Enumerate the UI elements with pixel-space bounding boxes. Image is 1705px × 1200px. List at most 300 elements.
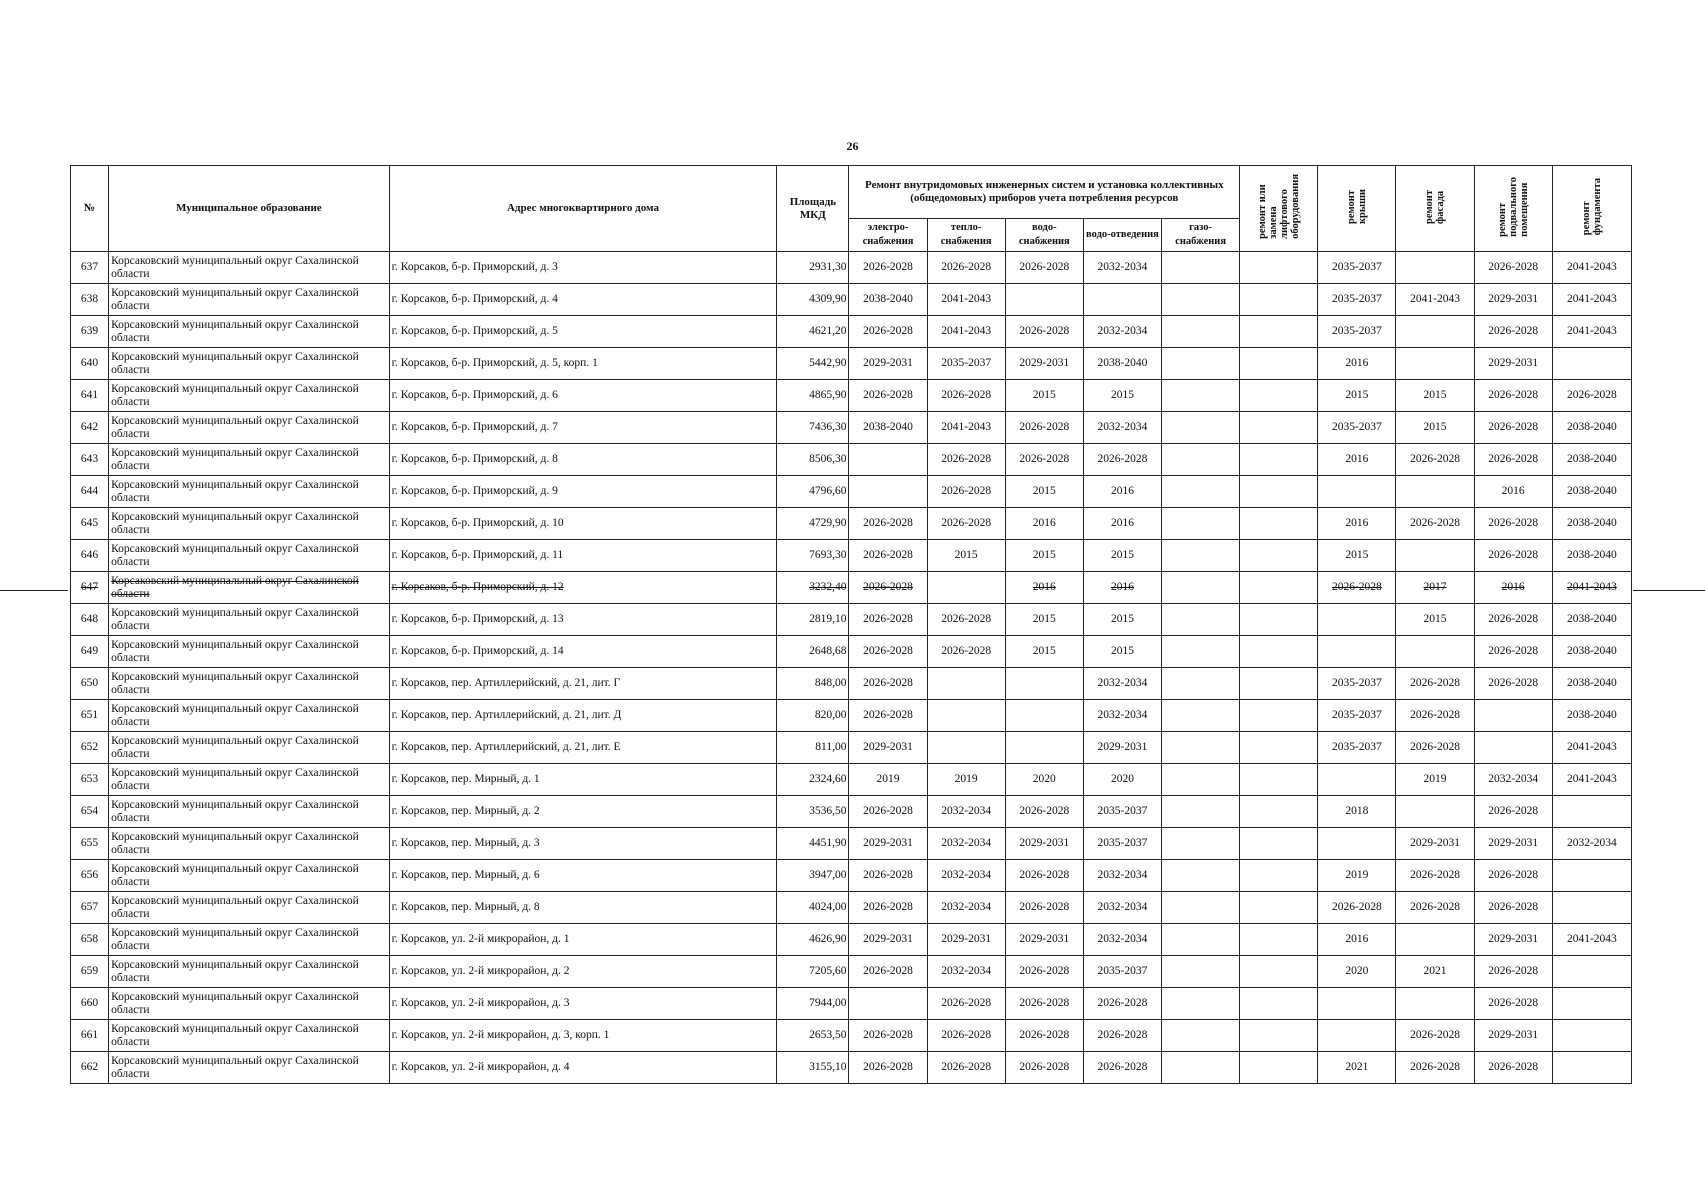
row-gas	[1162, 284, 1240, 316]
row-municipality: Корсаковский муниципальный округ Сахалинской области	[109, 316, 390, 348]
row-water-supply	[1005, 732, 1083, 764]
row-area: 4024,00	[777, 892, 849, 924]
row-facade	[1396, 316, 1474, 348]
row-drainage: 2016	[1083, 572, 1161, 604]
row-area: 4796,60	[777, 476, 849, 508]
row-roof: 2016	[1318, 924, 1396, 956]
row-gas	[1162, 348, 1240, 380]
row-facade	[1396, 252, 1474, 284]
row-gas	[1162, 732, 1240, 764]
row-foundation: 2038-2040	[1552, 508, 1631, 540]
row-roof	[1318, 828, 1396, 860]
row-foundation	[1552, 348, 1631, 380]
row-facade: 2015	[1396, 604, 1474, 636]
table-row	[71, 988, 1632, 1020]
header-gas: газо-снабжения	[1162, 219, 1240, 252]
row-basement: 2026-2028	[1474, 892, 1552, 924]
row-number: 647	[71, 572, 109, 604]
row-facade	[1396, 924, 1474, 956]
row-basement: 2026-2028	[1474, 988, 1552, 1020]
row-gas	[1162, 956, 1240, 988]
row-municipality: Корсаковский муниципальный округ Сахалинской области	[109, 828, 390, 860]
row-roof: 2035-2037	[1318, 252, 1396, 284]
row-number: 644	[71, 476, 109, 508]
table-row	[71, 348, 1632, 380]
row-area: 2653,50	[777, 1020, 849, 1052]
row-area: 7944,00	[777, 988, 849, 1020]
row-lift	[1240, 540, 1318, 572]
row-heating: 2041-2043	[927, 284, 1005, 316]
row-lift	[1240, 860, 1318, 892]
row-municipality: Корсаковский муниципальный округ Сахалинской области	[109, 348, 390, 380]
row-basement: 2026-2028	[1474, 1052, 1552, 1084]
row-basement: 2026-2028	[1474, 796, 1552, 828]
row-gas	[1162, 1052, 1240, 1084]
row-electricity: 2026-2028	[849, 796, 927, 828]
row-area: 2931,30	[777, 252, 849, 284]
row-gas	[1162, 1020, 1240, 1052]
row-heating: 2032-2034	[927, 828, 1005, 860]
table-row	[71, 540, 1632, 572]
row-municipality: Корсаковский муниципальный округ Сахалинской области	[109, 444, 390, 476]
row-basement: 2016	[1474, 572, 1552, 604]
row-electricity: 2019	[849, 764, 927, 796]
row-electricity: 2026-2028	[849, 860, 927, 892]
row-area: 3536,50	[777, 796, 849, 828]
row-address: г. Корсаков, б-р. Приморский, д. 7	[389, 412, 777, 444]
table-row	[71, 1052, 1632, 1084]
row-lift	[1240, 668, 1318, 700]
row-municipality: Корсаковский муниципальный округ Сахалинской области	[109, 956, 390, 988]
row-number: 649	[71, 636, 109, 668]
row-foundation	[1552, 1020, 1631, 1052]
row-facade	[1396, 636, 1474, 668]
row-municipality: Корсаковский муниципальный округ Сахалинской области	[109, 860, 390, 892]
row-lift	[1240, 924, 1318, 956]
row-area: 2324,60	[777, 764, 849, 796]
row-foundation: 2041-2043	[1552, 284, 1631, 316]
row-basement: 2026-2028	[1474, 252, 1552, 284]
header-water-supply: водо-снабжения	[1005, 219, 1083, 252]
row-address: г. Корсаков, б-р. Приморский, д. 5, корп. 1	[389, 348, 777, 380]
row-basement: 2029-2031	[1474, 284, 1552, 316]
row-area: 2819,10	[777, 604, 849, 636]
row-heating	[927, 668, 1005, 700]
row-drainage: 2032-2034	[1083, 860, 1161, 892]
row-facade: 2041-2043	[1396, 284, 1474, 316]
table-row	[71, 252, 1632, 284]
row-gas	[1162, 380, 1240, 412]
row-number: 661	[71, 1020, 109, 1052]
row-basement: 2026-2028	[1474, 444, 1552, 476]
row-area: 4309,90	[777, 284, 849, 316]
header-heating: тепло-снабжения	[927, 219, 1005, 252]
row-roof: 2035-2037	[1318, 316, 1396, 348]
row-facade	[1396, 540, 1474, 572]
row-gas	[1162, 412, 1240, 444]
row-gas	[1162, 700, 1240, 732]
row-electricity: 2026-2028	[849, 540, 927, 572]
table-row	[71, 828, 1632, 860]
row-foundation: 2041-2043	[1552, 572, 1631, 604]
row-number: 640	[71, 348, 109, 380]
row-gas	[1162, 828, 1240, 860]
row-foundation: 2038-2040	[1552, 444, 1631, 476]
row-area: 3155,10	[777, 1052, 849, 1084]
row-gas	[1162, 668, 1240, 700]
row-area: 811,00	[777, 732, 849, 764]
row-facade: 2026-2028	[1396, 860, 1474, 892]
row-roof: 2035-2037	[1318, 700, 1396, 732]
row-facade: 2026-2028	[1396, 700, 1474, 732]
row-drainage: 2015	[1083, 540, 1161, 572]
table-row	[71, 892, 1632, 924]
row-roof	[1318, 636, 1396, 668]
row-electricity: 2038-2040	[849, 284, 927, 316]
row-heating: 2026-2028	[927, 604, 1005, 636]
row-lift	[1240, 572, 1318, 604]
row-drainage	[1083, 284, 1161, 316]
row-area: 7436,30	[777, 412, 849, 444]
row-electricity	[849, 988, 927, 1020]
row-electricity: 2026-2028	[849, 252, 927, 284]
table-row	[71, 956, 1632, 988]
row-foundation: 2032-2034	[1552, 828, 1631, 860]
row-heating: 2041-2043	[927, 412, 1005, 444]
row-drainage: 2029-2031	[1083, 732, 1161, 764]
row-lift	[1240, 796, 1318, 828]
row-drainage: 2026-2028	[1083, 988, 1161, 1020]
row-drainage: 2038-2040	[1083, 348, 1161, 380]
row-municipality: Корсаковский муниципальный округ Сахалинской области	[109, 604, 390, 636]
row-gas	[1162, 860, 1240, 892]
row-water-supply: 2026-2028	[1005, 412, 1083, 444]
row-heating: 2015	[927, 540, 1005, 572]
table-row	[71, 604, 1632, 636]
row-lift	[1240, 1020, 1318, 1052]
row-address: г. Корсаков, пер. Мирный, д. 3	[389, 828, 777, 860]
row-roof: 2035-2037	[1318, 284, 1396, 316]
row-gas	[1162, 604, 1240, 636]
row-area: 4865,90	[777, 380, 849, 412]
row-drainage: 2032-2034	[1083, 892, 1161, 924]
row-electricity: 2026-2028	[849, 636, 927, 668]
row-drainage: 2026-2028	[1083, 1052, 1161, 1084]
row-drainage: 2015	[1083, 604, 1161, 636]
table-row	[71, 764, 1632, 796]
row-municipality: Корсаковский муниципальный округ Сахалинской области	[109, 700, 390, 732]
row-basement: 2026-2028	[1474, 668, 1552, 700]
row-heating: 2035-2037	[927, 348, 1005, 380]
table-row	[71, 668, 1632, 700]
row-electricity: 2029-2031	[849, 732, 927, 764]
row-facade: 2017	[1396, 572, 1474, 604]
row-facade	[1396, 476, 1474, 508]
header-electricity: электро-снабжения	[849, 219, 927, 252]
header-number: №	[71, 166, 109, 252]
row-address: г. Корсаков, б-р. Приморский, д. 11	[389, 540, 777, 572]
row-municipality: Корсаковский муниципальный округ Сахалинской области	[109, 988, 390, 1020]
row-municipality: Корсаковский муниципальный округ Сахалинской области	[109, 572, 390, 604]
row-area: 7693,30	[777, 540, 849, 572]
row-number: 645	[71, 508, 109, 540]
row-area: 7205,60	[777, 956, 849, 988]
header-basement: ремонт подвального помещения	[1474, 166, 1552, 252]
row-municipality: Корсаковский муниципальный округ Сахалинской области	[109, 412, 390, 444]
page-number: 26	[846, 139, 859, 153]
row-heating: 2019	[927, 764, 1005, 796]
row-facade	[1396, 796, 1474, 828]
row-gas	[1162, 444, 1240, 476]
row-drainage: 2016	[1083, 508, 1161, 540]
row-roof: 2015	[1318, 540, 1396, 572]
row-electricity: 2026-2028	[849, 668, 927, 700]
row-area: 4451,90	[777, 828, 849, 860]
row-gas	[1162, 764, 1240, 796]
row-roof: 2015	[1318, 380, 1396, 412]
row-address: г. Корсаков, пер. Мирный, д. 6	[389, 860, 777, 892]
row-drainage: 2032-2034	[1083, 924, 1161, 956]
table-row	[71, 508, 1632, 540]
row-electricity: 2029-2031	[849, 828, 927, 860]
row-number: 652	[71, 732, 109, 764]
row-address: г. Корсаков, б-р. Приморский, д. 12	[389, 572, 777, 604]
row-lift	[1240, 284, 1318, 316]
row-heating: 2032-2034	[927, 796, 1005, 828]
row-electricity: 2026-2028	[849, 1052, 927, 1084]
row-water-supply	[1005, 284, 1083, 316]
row-water-supply	[1005, 700, 1083, 732]
table-row	[71, 1020, 1632, 1052]
row-water-supply: 2026-2028	[1005, 892, 1083, 924]
row-drainage: 2035-2037	[1083, 796, 1161, 828]
row-address: г. Корсаков, б-р. Приморский, д. 9	[389, 476, 777, 508]
row-area: 2648,68	[777, 636, 849, 668]
row-roof	[1318, 604, 1396, 636]
row-gas	[1162, 796, 1240, 828]
row-drainage: 2026-2028	[1083, 1020, 1161, 1052]
row-facade: 2019	[1396, 764, 1474, 796]
row-foundation	[1552, 1052, 1631, 1084]
row-area: 4626,90	[777, 924, 849, 956]
row-basement: 2026-2028	[1474, 540, 1552, 572]
row-drainage: 2035-2037	[1083, 956, 1161, 988]
row-basement: 2029-2031	[1474, 924, 1552, 956]
row-address: г. Корсаков, ул. 2-й микрорайон, д. 2	[389, 956, 777, 988]
row-heating: 2026-2028	[927, 252, 1005, 284]
row-lift	[1240, 892, 1318, 924]
row-number: 655	[71, 828, 109, 860]
row-number: 643	[71, 444, 109, 476]
row-electricity: 2026-2028	[849, 956, 927, 988]
row-facade: 2015	[1396, 380, 1474, 412]
row-roof: 2016	[1318, 348, 1396, 380]
row-gas	[1162, 988, 1240, 1020]
row-address: г. Корсаков, б-р. Приморский, д. 8	[389, 444, 777, 476]
row-water-supply: 2015	[1005, 540, 1083, 572]
row-water-supply: 2020	[1005, 764, 1083, 796]
row-heating: 2032-2034	[927, 956, 1005, 988]
row-heating: 2032-2034	[927, 860, 1005, 892]
row-facade: 2026-2028	[1396, 1052, 1474, 1084]
header-lift: ремонт или замена лифтового оборудования	[1240, 166, 1318, 252]
row-area: 820,00	[777, 700, 849, 732]
row-number: 653	[71, 764, 109, 796]
row-facade: 2026-2028	[1396, 732, 1474, 764]
row-municipality: Корсаковский муниципальный округ Сахалинской области	[109, 540, 390, 572]
row-number: 657	[71, 892, 109, 924]
row-municipality: Корсаковский муниципальный округ Сахалинской области	[109, 732, 390, 764]
row-gas	[1162, 316, 1240, 348]
table-row	[71, 732, 1632, 764]
row-roof	[1318, 764, 1396, 796]
row-basement: 2026-2028	[1474, 636, 1552, 668]
row-electricity	[849, 444, 927, 476]
row-number: 651	[71, 700, 109, 732]
row-water-supply: 2016	[1005, 508, 1083, 540]
row-foundation: 2038-2040	[1552, 668, 1631, 700]
row-heating	[927, 732, 1005, 764]
row-drainage: 2032-2034	[1083, 316, 1161, 348]
row-number: 642	[71, 412, 109, 444]
row-electricity: 2026-2028	[849, 700, 927, 732]
strike-line-left	[0, 590, 68, 591]
row-foundation: 2038-2040	[1552, 412, 1631, 444]
row-area: 5442,90	[777, 348, 849, 380]
row-facade: 2015	[1396, 412, 1474, 444]
row-number: 646	[71, 540, 109, 572]
row-heating: 2041-2043	[927, 316, 1005, 348]
row-address: г. Корсаков, ул. 2-й микрорайон, д. 3	[389, 988, 777, 1020]
row-electricity: 2026-2028	[849, 316, 927, 348]
table-row	[71, 796, 1632, 828]
row-address: г. Корсаков, ул. 2-й микрорайон, д. 3, корп. 1	[389, 1020, 777, 1052]
row-basement: 2026-2028	[1474, 316, 1552, 348]
row-foundation: 2041-2043	[1552, 316, 1631, 348]
row-lift	[1240, 700, 1318, 732]
row-municipality: Корсаковский муниципальный округ Сахалинской области	[109, 284, 390, 316]
row-gas	[1162, 540, 1240, 572]
row-number: 637	[71, 252, 109, 284]
row-facade: 2026-2028	[1396, 444, 1474, 476]
row-water-supply: 2029-2031	[1005, 828, 1083, 860]
row-roof: 2026-2028	[1318, 572, 1396, 604]
row-basement: 2032-2034	[1474, 764, 1552, 796]
row-gas	[1162, 572, 1240, 604]
row-water-supply: 2026-2028	[1005, 1020, 1083, 1052]
row-municipality: Корсаковский муниципальный округ Сахалинской области	[109, 892, 390, 924]
row-water-supply: 2015	[1005, 636, 1083, 668]
row-basement: 2029-2031	[1474, 1020, 1552, 1052]
row-roof: 2035-2037	[1318, 668, 1396, 700]
row-electricity: 2026-2028	[849, 380, 927, 412]
row-number: 639	[71, 316, 109, 348]
row-water-supply: 2015	[1005, 604, 1083, 636]
row-lift	[1240, 444, 1318, 476]
row-foundation	[1552, 956, 1631, 988]
header-engineering-repair: Ремонт внутридомовых инженерных систем и установка коллективных (общедомовых) приборов учета потребления ресурсов	[849, 166, 1240, 219]
row-foundation	[1552, 860, 1631, 892]
row-heating: 2026-2028	[927, 1052, 1005, 1084]
row-lift	[1240, 604, 1318, 636]
row-address: г. Корсаков, пер. Мирный, д. 2	[389, 796, 777, 828]
row-facade: 2029-2031	[1396, 828, 1474, 860]
row-heating: 2026-2028	[927, 508, 1005, 540]
header-address: Адрес многоквартирного дома	[389, 166, 777, 252]
row-basement: 2026-2028	[1474, 604, 1552, 636]
row-number: 641	[71, 380, 109, 412]
row-water-supply: 2015	[1005, 380, 1083, 412]
row-foundation	[1552, 988, 1631, 1020]
row-gas	[1162, 476, 1240, 508]
row-address: г. Корсаков, б-р. Приморский, д. 6	[389, 380, 777, 412]
row-area: 3947,00	[777, 860, 849, 892]
row-heating	[927, 572, 1005, 604]
row-number: 648	[71, 604, 109, 636]
table-row	[71, 412, 1632, 444]
row-foundation: 2041-2043	[1552, 252, 1631, 284]
row-electricity: 2026-2028	[849, 1020, 927, 1052]
row-electricity: 2026-2028	[849, 892, 927, 924]
row-number: 650	[71, 668, 109, 700]
row-water-supply: 2026-2028	[1005, 988, 1083, 1020]
row-water-supply: 2026-2028	[1005, 956, 1083, 988]
row-roof: 2016	[1318, 444, 1396, 476]
row-facade	[1396, 348, 1474, 380]
header-municipality: Муниципальное образование	[109, 166, 390, 252]
row-lift	[1240, 1052, 1318, 1084]
row-address: г. Корсаков, пер. Мирный, д. 8	[389, 892, 777, 924]
row-gas	[1162, 636, 1240, 668]
row-heating: 2026-2028	[927, 380, 1005, 412]
row-basement	[1474, 700, 1552, 732]
row-basement: 2026-2028	[1474, 412, 1552, 444]
row-roof: 2035-2037	[1318, 732, 1396, 764]
row-number: 658	[71, 924, 109, 956]
row-lift	[1240, 476, 1318, 508]
row-address: г. Корсаков, пер. Мирный, д. 1	[389, 764, 777, 796]
row-foundation: 2041-2043	[1552, 732, 1631, 764]
row-area: 4729,90	[777, 508, 849, 540]
row-water-supply: 2026-2028	[1005, 860, 1083, 892]
row-address: г. Корсаков, ул. 2-й микрорайон, д. 4	[389, 1052, 777, 1084]
row-roof: 2016	[1318, 508, 1396, 540]
row-number: 659	[71, 956, 109, 988]
table-row	[71, 380, 1632, 412]
row-basement: 2026-2028	[1474, 860, 1552, 892]
row-gas	[1162, 892, 1240, 924]
row-basement: 2026-2028	[1474, 956, 1552, 988]
row-lift	[1240, 508, 1318, 540]
table-row	[71, 284, 1632, 316]
row-number: 654	[71, 796, 109, 828]
row-foundation: 2026-2028	[1552, 380, 1631, 412]
row-address: г. Корсаков, б-р. Приморский, д. 5	[389, 316, 777, 348]
row-foundation	[1552, 796, 1631, 828]
row-heating: 2029-2031	[927, 924, 1005, 956]
row-water-supply: 2016	[1005, 572, 1083, 604]
table-row	[71, 924, 1632, 956]
header-drainage: водо-отведения	[1083, 219, 1161, 252]
row-address: г. Корсаков, пер. Артиллерийский, д. 21, лит. Е	[389, 732, 777, 764]
row-foundation: 2038-2040	[1552, 700, 1631, 732]
row-water-supply: 2015	[1005, 476, 1083, 508]
row-number: 638	[71, 284, 109, 316]
table-row	[71, 572, 1632, 604]
row-heating: 2026-2028	[927, 988, 1005, 1020]
row-facade: 2026-2028	[1396, 892, 1474, 924]
row-area: 848,00	[777, 668, 849, 700]
